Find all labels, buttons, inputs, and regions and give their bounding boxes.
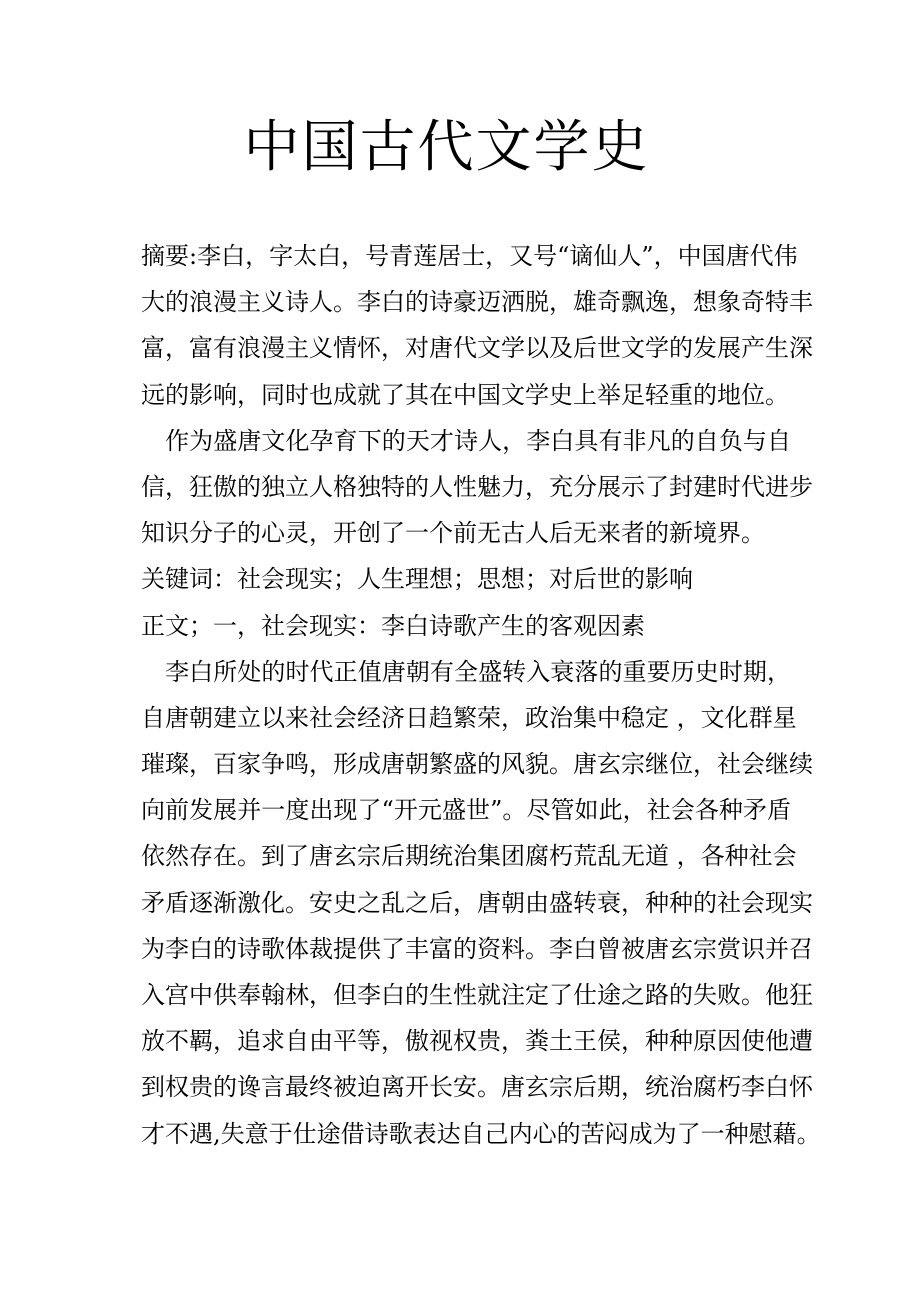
section-heading: 正文；一，社会现实：李白诗歌产生的客观因素 [141,611,645,640]
body-line-11: 才不遇,失意于仕途借诗歌表达自己内心的苦闷成为了一种慰藉。 [141,1119,821,1148]
intro-line-3: 知识分子的心灵，开创了一个前无古人后无来者的新境界。 [141,519,765,548]
body-line-3: 璀璨，百家争鸣，形成唐朝繁盛的风貌。唐玄宗继位，社会继续 [141,750,813,779]
abstract-line-4: 远的影响，同时也成就了其在中国文学史上举足轻重的地位。 [141,380,789,409]
body-line-8: 入宫中供奉翰林，但李白的生性就注定了仕途之路的失败。他狂 [141,981,813,1009]
intro-line-2: 信，狂傲的独立人格独特的人性魅力，充分展示了封建时代进步 [141,472,813,501]
abstract-line-2: 大的浪漫主义诗人。李白的诗豪迈洒脱，雄奇飘逸，想象奇特丰 [141,288,813,317]
keywords-line: 关键词：社会现实；人生理想；思想；对后世的影响 [141,565,693,594]
body-line-2: 自唐朝建立以来社会经济日趋繁荣，政治集中稳定 ，文化群星 [141,703,797,732]
abstract-line-3: 富，富有浪漫主义情怀，对唐代文学以及后世文学的发展产生深 [141,334,813,363]
body-line-5: 依然存在。到了唐玄宗后期统治集团腐朽荒乱无道 ，各种社会 [141,842,797,871]
document-title: 中国古代文学史 [243,115,650,180]
body-line-7: 为李白的诗歌体裁提供了丰富的资料。李白曾被唐玄宗赏识并召 [141,934,813,963]
abstract-line-1: 摘要:李白，字太白，号青莲居士，又号“谪仙人”，中国唐代伟 [141,242,798,270]
body-line-10: 到权贵的谗言最终被迫离开长安。唐玄宗后期，统治腐朽李白怀 [141,1073,813,1102]
body-line-6: 矛盾逐渐激化。安史之乱之后，唐朝由盛转衰，种种的社会现实 [141,888,813,917]
body-line-1: 李白所处的时代正值唐朝有全盛转入衰落的重要历史时期， [141,657,791,686]
body-line-9: 放不羁，追求自由平等，傲视权贵，粪土王侯，种种原因使他遭 [141,1027,813,1056]
body-line-4: 向前发展并一度出现了“开元盛世”。尽管如此，社会各种矛盾 [141,796,791,825]
document-body [141,233,821,1157]
intro-line-1: 作为盛唐文化孕育下的天才诗人，李白具有非凡的自负与自 [141,426,791,455]
